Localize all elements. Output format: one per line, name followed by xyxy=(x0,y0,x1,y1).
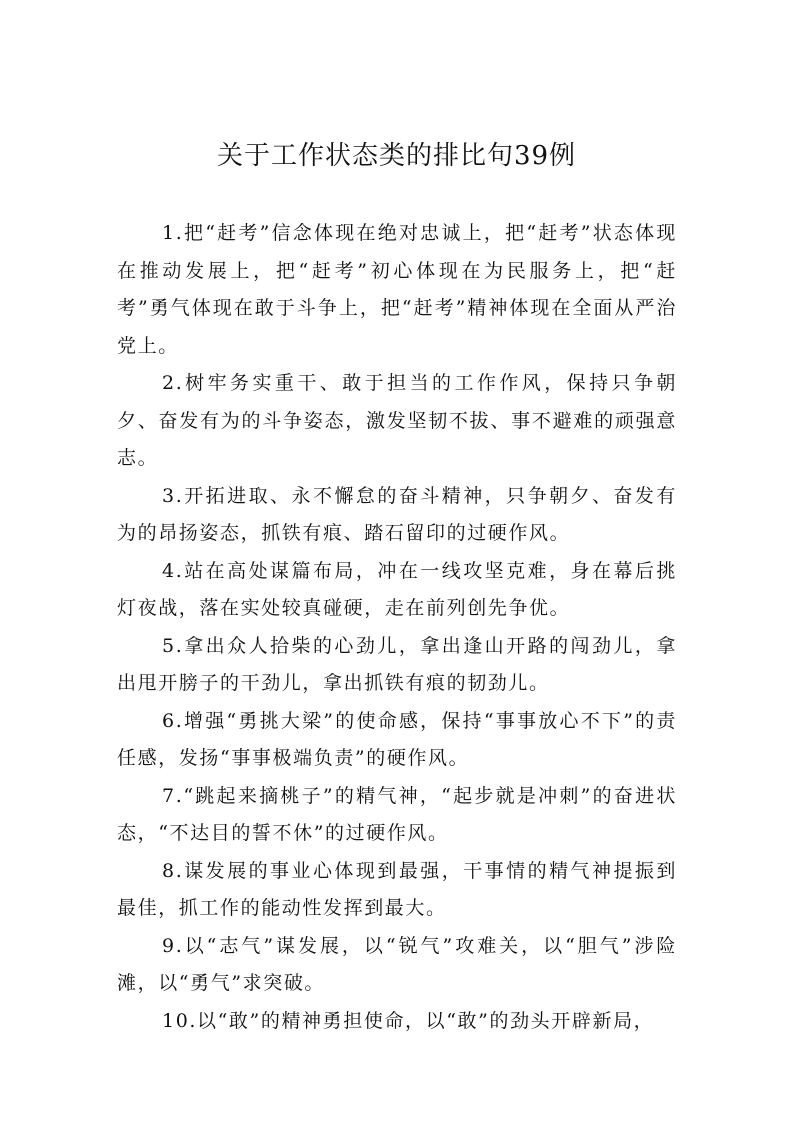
paragraph: 6.增强“勇挑大梁”的使命感，保持“事事放心不下”的责任感，发扬“事事极端负责”的硬作风。 xyxy=(117,709,677,769)
paragraph: 8.谋发展的事业心体现到最强，干事情的精气神提振到最佳，抓工作的能动性发挥到最大。 xyxy=(117,859,677,919)
document-body xyxy=(117,215,677,1040)
paragraph: 5.拿出众人拾柴的心劲儿，拿出逢山开路的闯劲儿，拿出甩开膀子的干劲儿，拿出抓铁有痕的韧劲儿。 xyxy=(117,634,677,694)
paragraph: 4.站在高处谋篇布局，冲在一线攻坚克难，身在幕后挑灯夜战，落在实处较真碰硬，走在前列创先争优。 xyxy=(117,559,677,619)
document-title: 关于工作状态类的排比句39例 xyxy=(216,141,577,171)
paragraph: 7.“跳起来摘桃子”的精气神，“起步就是冲刺”的奋进状态，“不达目的誓不休”的过硬作风。 xyxy=(117,784,677,844)
paragraph: 2.树牢务实重干、敢于担当的工作作风，保持只争朝夕、奋发有为的斗争姿态，激发坚韧不拔、事不避难的顽强意志。 xyxy=(117,372,677,469)
paragraph: 9.以“志气”谋发展，以“锐气”攻难关，以“胆气”涉险滩，以“勇气”求突破。 xyxy=(117,934,677,994)
paragraph: 1.把“赶考”信念体现在绝对忠诚上，把“赶考”状态体现在推动发展上，把“赶考”初心体现在为民服务上，把“赶考”勇气体现在敢于斗争上，把“赶考”精神体现在全面从严治党上。 xyxy=(117,222,677,357)
paragraph: 3.开拓进取、永不懈怠的奋斗精神，只争朝夕、奋发有为的昂扬姿态，抓铁有痕、踏石留印的过硬作风。 xyxy=(117,484,677,544)
paragraph: 10.以“敢”的精神勇担使命，以“敢”的劲头开辟新局， xyxy=(162,1009,655,1032)
